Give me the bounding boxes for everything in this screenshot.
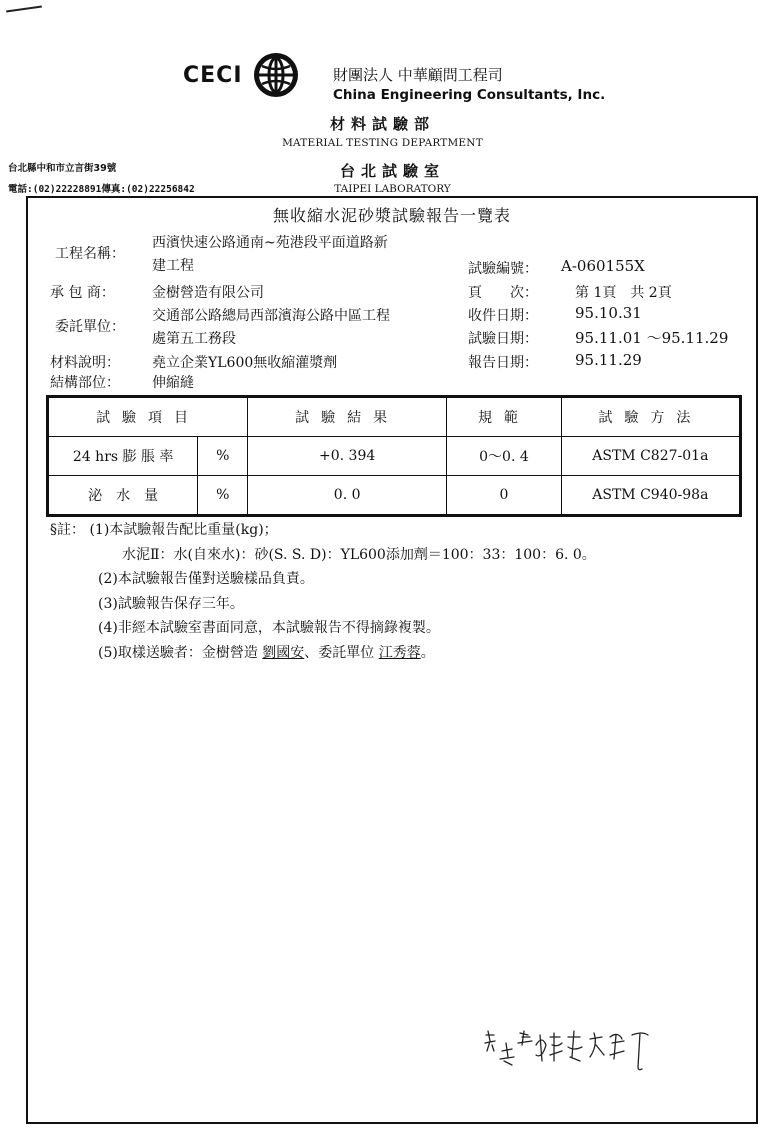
laboratory-zh: 台北試驗室 (339, 162, 445, 180)
company-name-en: China Engineering Consultants, Inc. (333, 87, 606, 103)
report-date-label: 報告日期： (468, 355, 538, 371)
company-logo (183, 50, 301, 100)
sampler-name: 劉國安 (262, 644, 305, 661)
company-name-block (333, 64, 605, 103)
material-value: 堯立企業YL600無收縮灌漿劑 (152, 355, 338, 371)
row-spec: 0～0. 4 (447, 437, 562, 476)
witness-name: 江秀蓉 (378, 644, 421, 661)
report-title: 無收縮水泥砂漿試驗報告一覽表 (272, 206, 511, 225)
note-1 (50, 518, 596, 543)
lab-phone-fax: 電話:(02)22228891傳真:(02)22256842 (8, 184, 195, 195)
row-result: 0. 0 (248, 476, 447, 516)
globe-icon (251, 50, 301, 100)
header-test-item: 試驗項目 (48, 397, 248, 437)
contractor-value: 金樹營造有限公司 (152, 285, 264, 301)
note-5-mid: 、委託單位 (304, 644, 379, 661)
test-date-label: 試驗日期： (468, 331, 538, 347)
notes-section (50, 518, 596, 665)
header-test-result: 試驗結果 (248, 397, 447, 437)
corner-mark (6, 6, 42, 13)
table-row (48, 437, 741, 476)
row-item: 24 hrs 膨 脹 率 (48, 437, 198, 476)
received-date-value: 95.10.31 (575, 304, 642, 322)
contractor-label: 承 包 商： (50, 285, 115, 301)
note-5-suffix: 。 (420, 644, 435, 661)
received-date-label: 收件日期： (468, 308, 538, 324)
note-2: (2)本試驗報告僅對送驗樣品負責。 (98, 571, 314, 587)
project-name-line1: 西濱快速公路通南~苑港段平面道路新 (152, 235, 388, 251)
notes-prefix: §註： (50, 522, 85, 538)
project-label: 工程名稱： (55, 246, 125, 262)
table-row (48, 476, 741, 516)
header-test-method: 試驗方法 (561, 397, 740, 437)
note-1-detail: 水泥Ⅱ：水(自來水)：砂(S. S. D)：YL600添加劑＝100：33：100：6. 0。 (122, 546, 596, 563)
company-name-zh: 財團法人 中華顧問工程司 (333, 66, 503, 84)
table-header-row (48, 397, 741, 437)
row-item: 泌 水 量 (48, 476, 198, 516)
row-unit: % (198, 437, 248, 476)
row-spec: 0 (447, 476, 562, 516)
page-label: 頁 次： (468, 285, 538, 301)
department-zh: 材料試驗部 (329, 115, 435, 133)
handwritten-signature (482, 1027, 662, 1077)
row-method: ASTM C827-01a (561, 437, 740, 476)
laboratory-en: TAIPEI LABORATORY (334, 183, 451, 195)
structure-label: 結構部位： (50, 375, 120, 391)
client-value-line2: 處第五工務段 (152, 331, 236, 347)
note-5 (50, 641, 596, 666)
project-name-line2: 建工程 (152, 258, 194, 274)
report-date-value: 95.11.29 (575, 351, 642, 369)
material-label: 材料說明： (50, 355, 120, 371)
test-number-value: A-060155X (561, 257, 645, 275)
department-en: MATERIAL TESTING DEPARTMENT (282, 137, 483, 149)
client-label: 委託單位： (55, 319, 125, 335)
test-number-label: 試驗編號： (468, 261, 538, 277)
results-table (46, 395, 742, 517)
page-value: 第 1頁 共 2頁 (575, 285, 672, 301)
structure-value: 伸縮縫 (152, 375, 194, 391)
note-5-prefix: (5)取樣送驗者：金樹營造 (98, 644, 263, 661)
row-unit: % (198, 476, 248, 516)
lab-address: 台北縣中和市立言街39號 (8, 163, 117, 174)
logo-text: CECI (183, 62, 243, 88)
client-value-line1: 交通部公路總局西部濱海公路中區工程 (152, 308, 390, 324)
row-method: ASTM C940-98a (561, 476, 740, 516)
header-spec: 規範 (447, 397, 562, 437)
test-date-value: 95.11.01 ～95.11.29 (575, 329, 729, 347)
note-1-text: (1)本試驗報告配比重量(kg)； (89, 522, 278, 538)
row-result: +0. 394 (248, 437, 447, 476)
note-3: (3)試驗報告保存三年。 (98, 595, 244, 612)
note-4: (4)非經本試驗室書面同意，本試驗報告不得摘錄複製。 (98, 620, 440, 636)
